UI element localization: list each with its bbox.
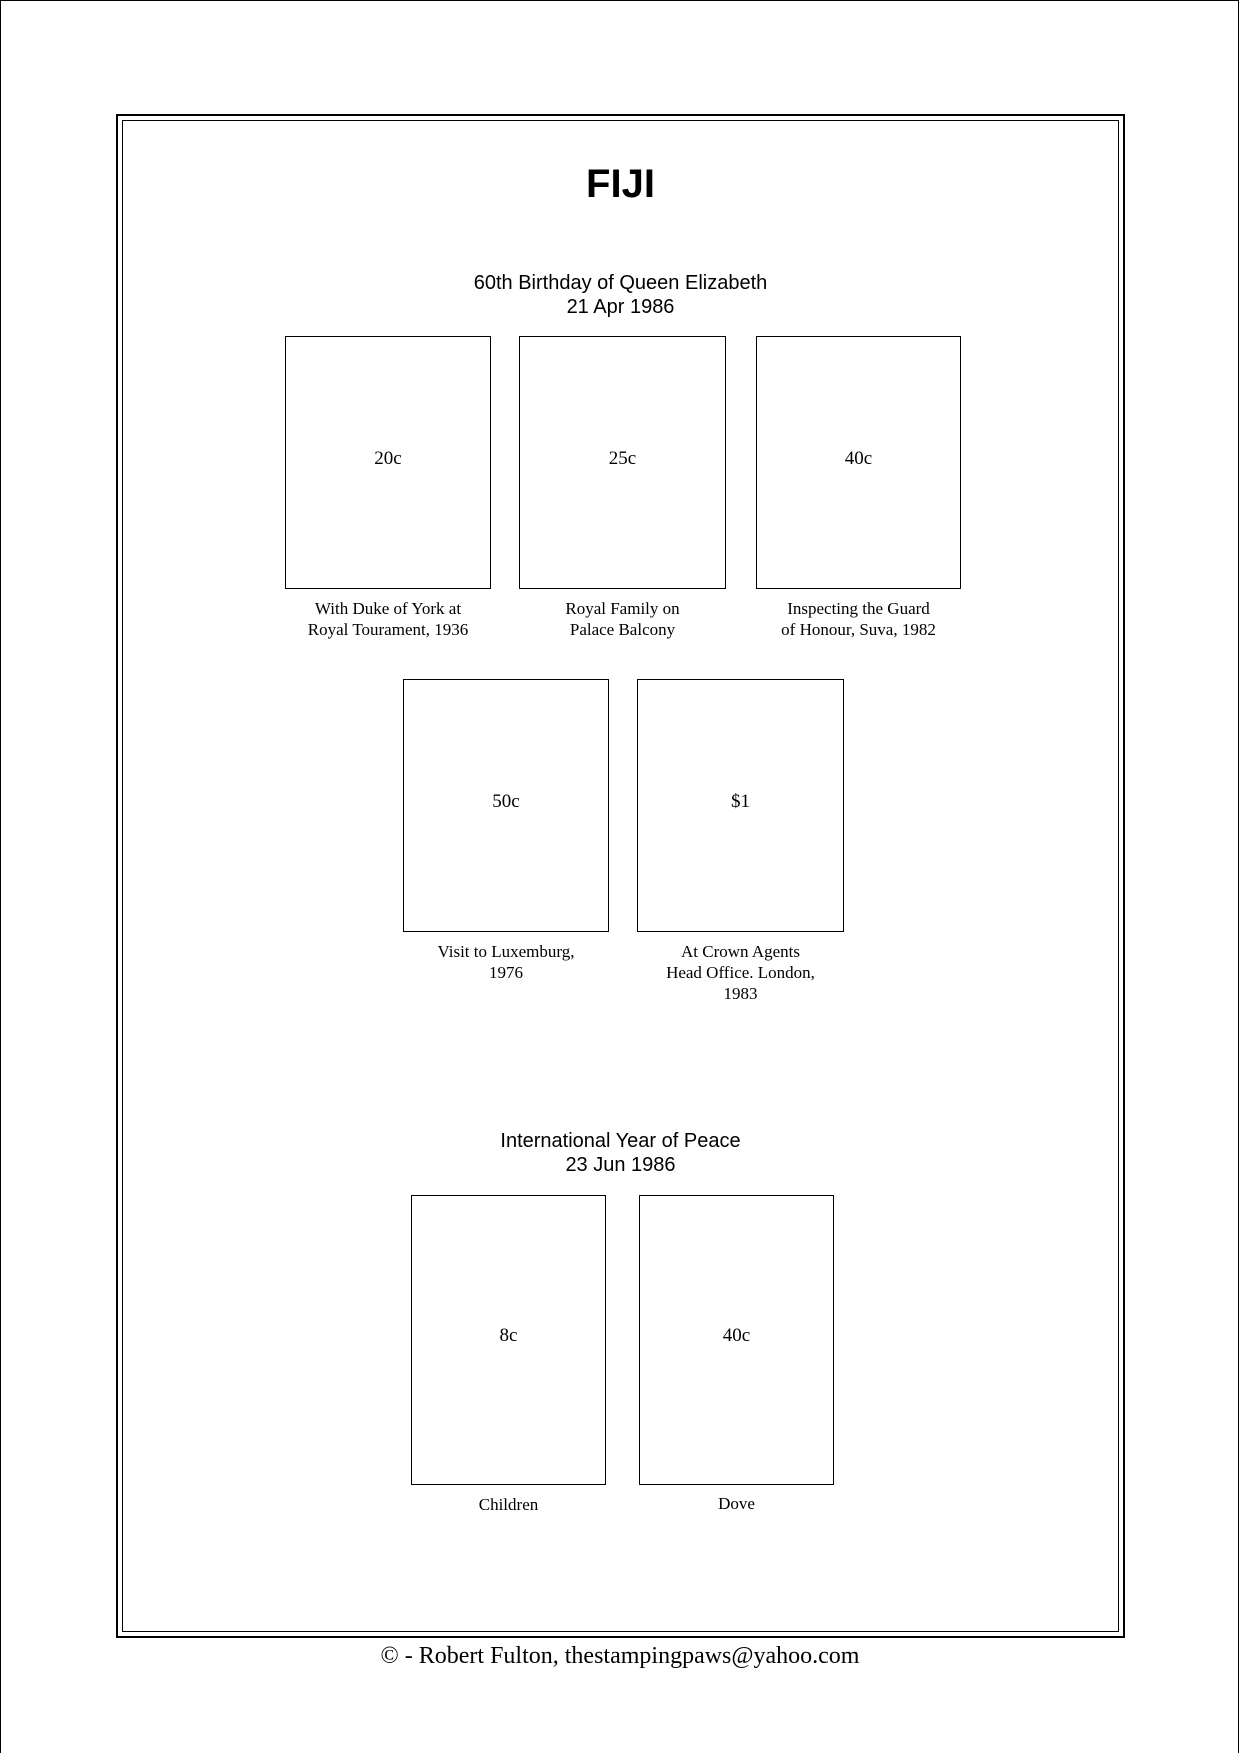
stamp-box bbox=[639, 1195, 834, 1485]
caption-line: Royal Tourament, 1936 bbox=[307, 620, 469, 639]
stamp-value: 40c bbox=[722, 1325, 751, 1346]
stamp-caption bbox=[499, 598, 746, 640]
stamp-box bbox=[285, 336, 491, 589]
set-date: 21 Apr 1986 bbox=[566, 296, 675, 318]
stamp-value: 25c bbox=[608, 448, 637, 469]
stamp-caption bbox=[391, 1494, 626, 1515]
caption-line: Royal Family on bbox=[565, 599, 680, 618]
stamp-value: 8c bbox=[499, 1325, 518, 1346]
caption-line: 1976 bbox=[489, 963, 523, 982]
stamp-value: $1 bbox=[731, 791, 750, 812]
stamp-box bbox=[637, 679, 844, 932]
set-title: International Year of Peace bbox=[500, 1130, 741, 1152]
page-title: FIJI bbox=[586, 162, 655, 206]
caption-line: Inspecting the Guard bbox=[787, 599, 930, 618]
caption-line: With Duke of York at bbox=[314, 599, 462, 618]
copyright-footer: © - Robert Fulton, thestampingpaws@yahoo.com bbox=[380, 1643, 860, 1669]
stamp-box bbox=[756, 336, 961, 589]
stamp-caption bbox=[619, 1493, 854, 1514]
set-title: 60th Birthday of Queen Elizabeth bbox=[473, 272, 768, 294]
stamp-value: 40c bbox=[844, 448, 873, 469]
caption-line: Dove bbox=[718, 1494, 755, 1513]
stamp-caption bbox=[383, 941, 629, 983]
stamp-value: 50c bbox=[492, 791, 520, 812]
set-date: 23 Jun 1986 bbox=[565, 1154, 676, 1176]
caption-line: At Crown Agents bbox=[681, 942, 800, 961]
caption-line: Head Office. London, bbox=[666, 963, 815, 982]
stamp-box bbox=[519, 336, 726, 589]
caption-line: of Honour, Suva, 1982 bbox=[781, 620, 936, 639]
stamp-caption bbox=[617, 941, 864, 1004]
stamp-value: 20c bbox=[374, 448, 402, 469]
caption-line: Visit to Luxemburg, bbox=[437, 942, 575, 961]
stamp-caption bbox=[736, 598, 981, 640]
caption-line: Children bbox=[478, 1495, 539, 1514]
stamp-box bbox=[411, 1195, 606, 1485]
stamp-caption bbox=[265, 598, 511, 640]
stamp-box bbox=[403, 679, 609, 932]
caption-line: Palace Balcony bbox=[569, 620, 676, 639]
caption-line: 1983 bbox=[723, 984, 758, 1003]
